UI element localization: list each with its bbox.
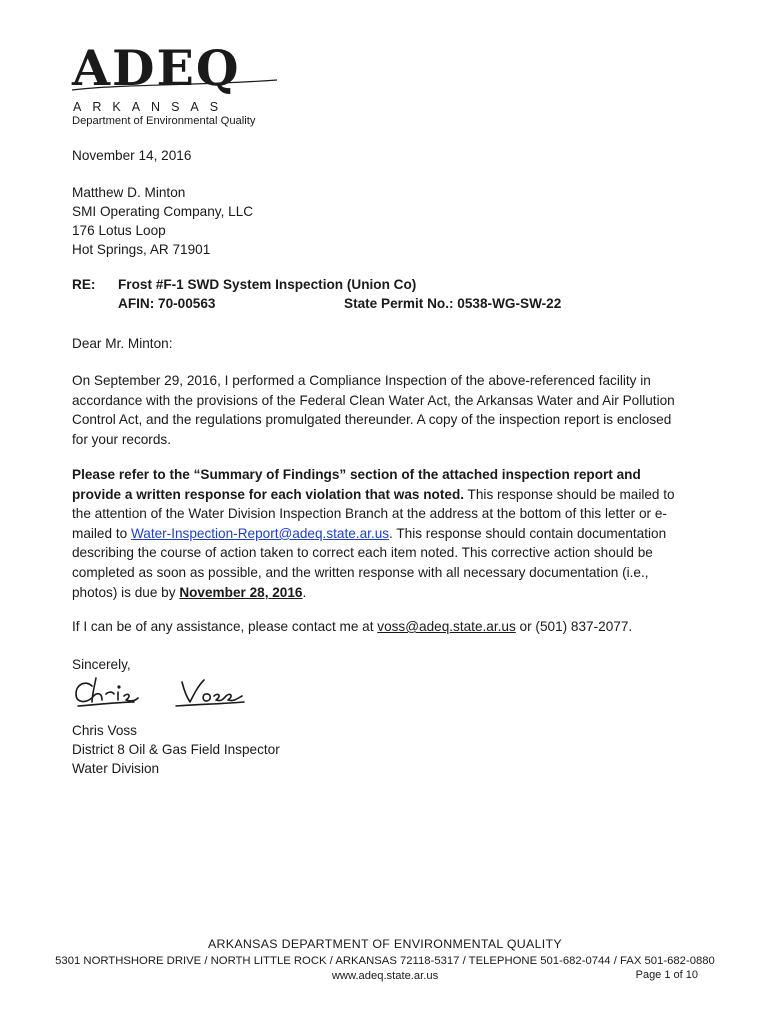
re-afin: AFIN: 70-00563 <box>118 296 216 311</box>
text-run: mailed to <box>72 525 131 541</box>
paragraph-line: Control Act, and the regulations promulgated thereunder. A copy of the inspection report is enclosed <box>72 412 672 428</box>
paragraph-inspection <box>72 371 702 449</box>
re-permit: State Permit No.: 0538-WG-SW-22 <box>344 296 562 311</box>
footer-org-name: ARKANSAS DEPARTMENT OF ENVIRONMENTAL QUALITY <box>207 937 562 951</box>
text-run: or (501) 837-2077. <box>515 619 633 634</box>
text-run: . <box>302 584 307 600</box>
paragraph-line <box>72 617 702 637</box>
signer-title: District 8 Oil & Gas Field Inspector <box>72 742 280 757</box>
inspector-email-link[interactable]: voss@adeq.state.ar.us <box>377 619 516 634</box>
logo-state: ARKANSAS <box>73 100 230 114</box>
signer-division: Water Division <box>72 761 160 776</box>
footer-address: 5301 NORTHSHORE DRIVE / NORTH LITTLE ROCK / ARKANSAS 72118-5317 / TELEPHONE 501-682-0744 / FAX 501-682-0880 <box>55 955 715 967</box>
paragraph-line: accordance with the provisions of the Federal Clean Water Act, the Arkansas Water and Air Pollution <box>72 392 675 408</box>
paragraph-line <box>72 583 702 603</box>
signer-name: Chris Voss <box>72 723 137 738</box>
footer-website-link[interactable]: www.adeq.state.ar.us <box>331 970 439 982</box>
paragraph-line: Please refer to the “Summary of Findings” section of the attached inspection report and <box>72 467 641 482</box>
paragraph-line <box>72 524 702 544</box>
due-date: November 28, 2016 <box>179 584 303 600</box>
page-number: Page 1 of 10 <box>635 969 698 981</box>
recipient-company: SMI Operating Company, LLC <box>72 204 254 219</box>
re-label: RE: <box>72 277 96 292</box>
salutation: Dear Mr. Minton: <box>72 336 173 351</box>
paragraph-line: the attention of the Water Division Inspection Branch at the address at the bottom of this letter or e- <box>72 506 667 522</box>
letter-date: November 14, 2016 <box>72 148 192 163</box>
recipient-street: 176 Lotus Loop <box>72 223 166 238</box>
text-run: . This response should contain documentation <box>389 525 667 541</box>
paragraph-line: On September 29, 2016, I performed a Compliance Inspection of the above-referenced facility in <box>72 373 651 388</box>
paragraph-line: describing the course of action taken to correct each item noted. This corrective action should be <box>72 545 653 561</box>
paragraph-line: completed as soon as possible, and the written response with all necessary documentation (i.e., <box>72 564 649 580</box>
closing: Sincerely, <box>72 657 131 672</box>
bold-instruction: provide a written response for each violation that was noted. <box>72 486 465 502</box>
paragraph-response <box>72 465 702 602</box>
inspection-report-email-link[interactable]: Water-Inspection-Report@adeq.state.ar.us <box>130 525 390 541</box>
text-run: photos) is due by <box>72 584 180 600</box>
department-name: Department of Environmental Quality <box>72 115 256 127</box>
paragraph-line <box>72 485 702 505</box>
paragraph-contact <box>72 617 702 637</box>
text-run: If I can be of any assistance, please contact me at <box>72 619 378 634</box>
recipient-name: Matthew D. Minton <box>72 185 186 200</box>
re-subject: Frost #F-1 SWD System Inspection (Union Co) <box>118 277 417 292</box>
handwritten-signature <box>72 672 252 716</box>
paragraph-line: for your records. <box>72 431 171 447</box>
text-run: This response should be mailed to <box>464 486 675 502</box>
logo-wordmark: ADEQ <box>72 39 241 97</box>
recipient-city: Hot Springs, AR 71901 <box>72 242 211 257</box>
